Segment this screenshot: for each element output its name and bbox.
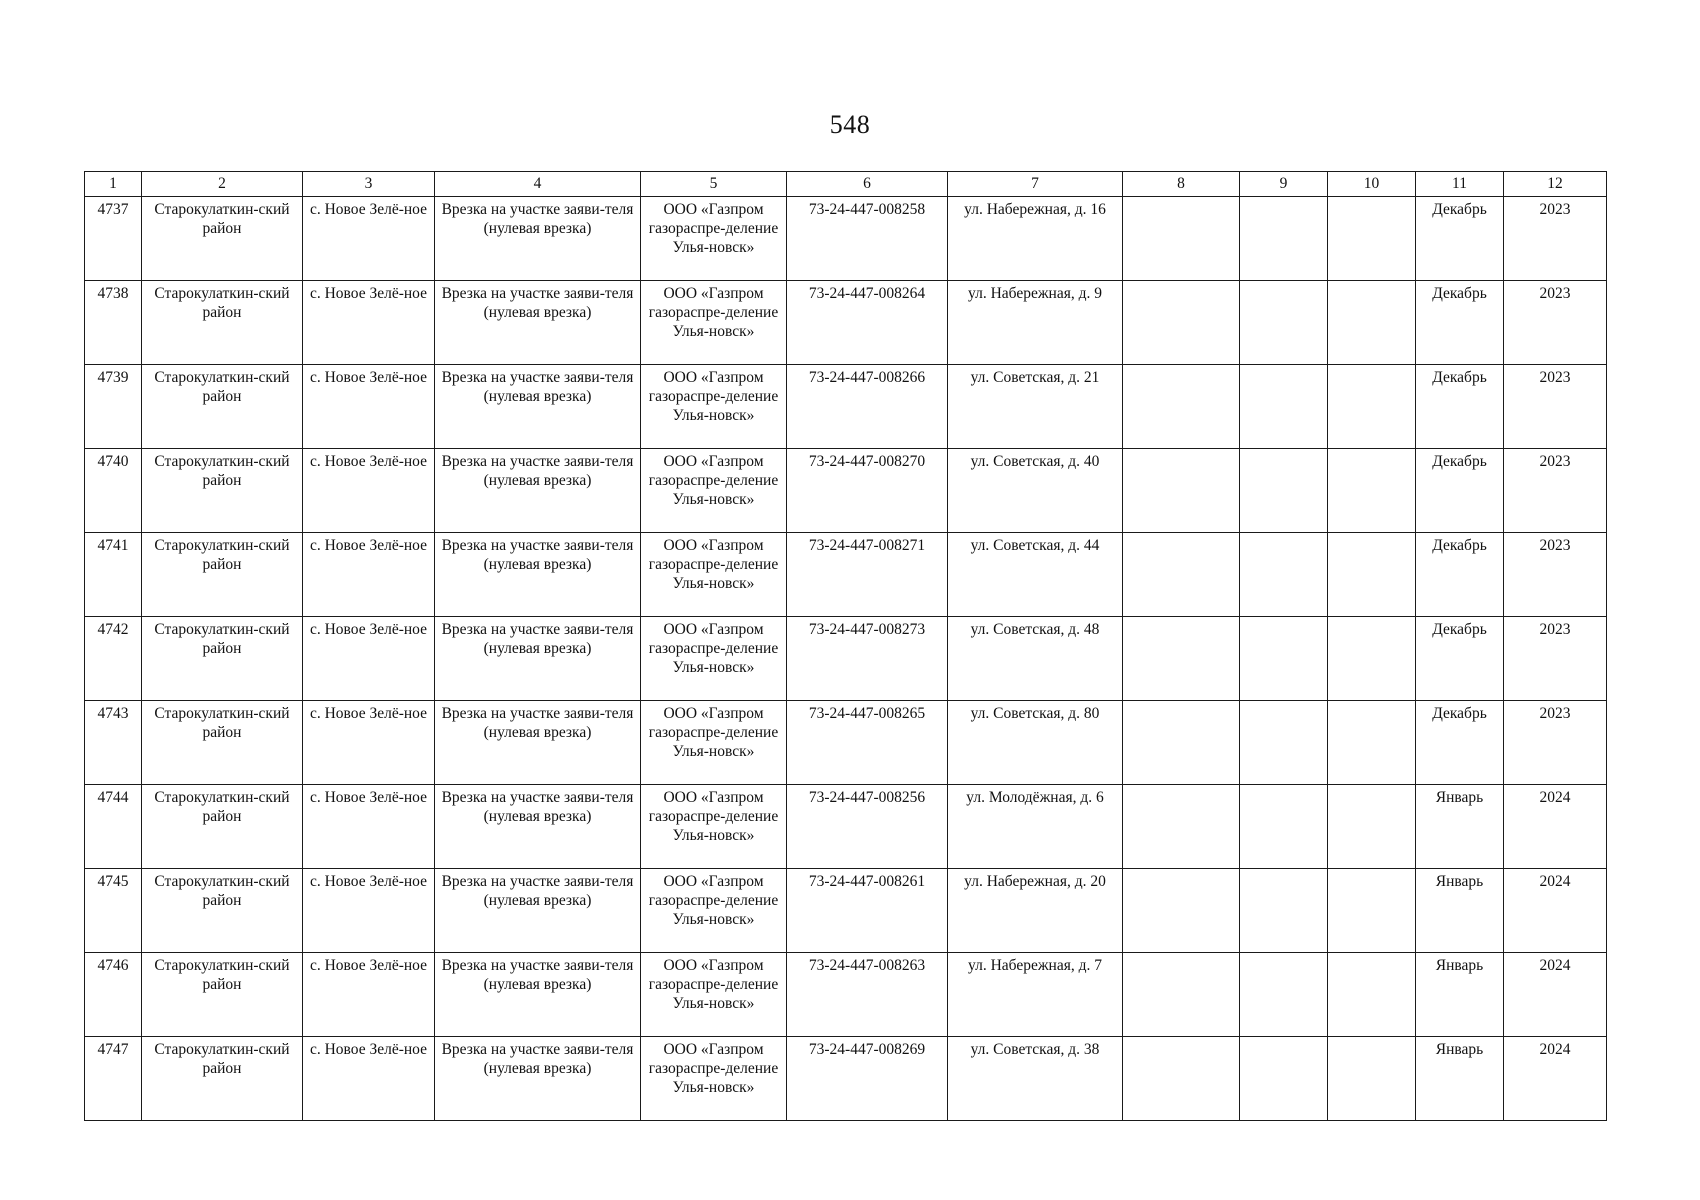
table-cell-col-2: Старокулаткин-ский район xyxy=(142,953,303,1037)
table-cell-col-12: 2023 xyxy=(1504,701,1607,785)
table-cell-col-7: ул. Советская, д. 48 xyxy=(948,617,1123,701)
table-cell-col-5: ООО «Газпром газораспре-деление Улья-новск» xyxy=(641,617,787,701)
table-row xyxy=(85,533,1607,617)
table-row xyxy=(85,785,1607,869)
table-cell-col-12: 2024 xyxy=(1504,785,1607,869)
table-cell-col-2: Старокулаткин-ский район xyxy=(142,449,303,533)
table-cell-col-3: с. Новое Зелё-ное xyxy=(303,281,435,365)
table-cell-col-1: 4744 xyxy=(85,785,142,869)
table-cell-col-7: ул. Советская, д. 80 xyxy=(948,701,1123,785)
table-cell-col-10 xyxy=(1328,449,1416,533)
table-cell-col-11: Декабрь xyxy=(1416,449,1504,533)
table-cell-col-11: Январь xyxy=(1416,869,1504,953)
table-body xyxy=(85,197,1607,1121)
table-cell-col-10 xyxy=(1328,701,1416,785)
table-cell-col-12: 2023 xyxy=(1504,197,1607,281)
table-cell-col-10 xyxy=(1328,785,1416,869)
table-cell-col-8 xyxy=(1123,449,1240,533)
table-cell-col-11: Декабрь xyxy=(1416,701,1504,785)
table-cell-col-1: 4742 xyxy=(85,617,142,701)
table-cell-col-10 xyxy=(1328,1037,1416,1121)
table-cell-col-12: 2023 xyxy=(1504,617,1607,701)
table-cell-col-7: ул. Набережная, д. 9 xyxy=(948,281,1123,365)
table-cell-col-2: Старокулаткин-ский район xyxy=(142,365,303,449)
table-cell-col-5: ООО «Газпром газораспре-деление Улья-новск» xyxy=(641,449,787,533)
table-cell-col-4: Врезка на участке заяви-теля (нулевая врезка) xyxy=(435,785,641,869)
table-cell-col-9 xyxy=(1240,449,1328,533)
table-cell-col-9 xyxy=(1240,617,1328,701)
table-cell-col-9 xyxy=(1240,869,1328,953)
table-cell-col-7: ул. Советская, д. 44 xyxy=(948,533,1123,617)
table-cell-col-3: с. Новое Зелё-ное xyxy=(303,449,435,533)
table-cell-col-9 xyxy=(1240,953,1328,1037)
table-cell-col-8 xyxy=(1123,365,1240,449)
table-cell-col-4: Врезка на участке заяви-теля (нулевая врезка) xyxy=(435,449,641,533)
table-cell-col-8 xyxy=(1123,869,1240,953)
column-number-7: 7 xyxy=(948,172,1123,197)
table-cell-col-6: 73-24-447-008263 xyxy=(787,953,948,1037)
table-cell-col-3: с. Новое Зелё-ное xyxy=(303,533,435,617)
table-cell-col-1: 4741 xyxy=(85,533,142,617)
table-cell-col-4: Врезка на участке заяви-теля (нулевая врезка) xyxy=(435,953,641,1037)
table-cell-col-11: Январь xyxy=(1416,953,1504,1037)
table-row xyxy=(85,701,1607,785)
table-cell-col-4: Врезка на участке заяви-теля (нулевая врезка) xyxy=(435,197,641,281)
table-cell-col-7: ул. Набережная, д. 16 xyxy=(948,197,1123,281)
table-row xyxy=(85,365,1607,449)
table-cell-col-11: Декабрь xyxy=(1416,365,1504,449)
table-cell-col-12: 2023 xyxy=(1504,449,1607,533)
table-cell-col-6: 73-24-447-008265 xyxy=(787,701,948,785)
table-cell-col-4: Врезка на участке заяви-теля (нулевая врезка) xyxy=(435,869,641,953)
table-cell-col-2: Старокулаткин-ский район xyxy=(142,617,303,701)
page-number: 548 xyxy=(829,110,871,139)
table-cell-col-12: 2023 xyxy=(1504,533,1607,617)
table-cell-col-6: 73-24-447-008258 xyxy=(787,197,948,281)
table-cell-col-12: 2024 xyxy=(1504,953,1607,1037)
table-cell-col-5: ООО «Газпром газораспре-деление Улья-новск» xyxy=(641,533,787,617)
table-cell-col-8 xyxy=(1123,953,1240,1037)
table-cell-col-10 xyxy=(1328,617,1416,701)
table-row xyxy=(85,869,1607,953)
table-cell-col-9 xyxy=(1240,281,1328,365)
table-cell-col-11: Декабрь xyxy=(1416,617,1504,701)
table-cell-col-5: ООО «Газпром газораспре-деление Улья-новск» xyxy=(641,869,787,953)
table-cell-col-10 xyxy=(1328,533,1416,617)
table-cell-col-4: Врезка на участке заяви-теля (нулевая врезка) xyxy=(435,701,641,785)
table-cell-col-12: 2023 xyxy=(1504,365,1607,449)
table-cell-col-2: Старокулаткин-ский район xyxy=(142,281,303,365)
column-number-12: 12 xyxy=(1504,172,1607,197)
table-cell-col-10 xyxy=(1328,869,1416,953)
table-cell-col-8 xyxy=(1123,701,1240,785)
column-number-3: 3 xyxy=(303,172,435,197)
table-cell-col-12: 2023 xyxy=(1504,281,1607,365)
table-cell-col-8 xyxy=(1123,1037,1240,1121)
table-cell-col-5: ООО «Газпром газораспре-деление Улья-новск» xyxy=(641,365,787,449)
column-number-9: 9 xyxy=(1240,172,1328,197)
table-cell-col-5: ООО «Газпром газораспре-деление Улья-новск» xyxy=(641,1037,787,1121)
table-cell-col-3: с. Новое Зелё-ное xyxy=(303,197,435,281)
table-cell-col-11: Январь xyxy=(1416,1037,1504,1121)
table-cell-col-8 xyxy=(1123,617,1240,701)
table-cell-col-11: Декабрь xyxy=(1416,281,1504,365)
table-cell-col-2: Старокулаткин-ский район xyxy=(142,533,303,617)
table-cell-col-3: с. Новое Зелё-ное xyxy=(303,617,435,701)
table-cell-col-7: ул. Советская, д. 38 xyxy=(948,1037,1123,1121)
table-cell-col-7: ул. Советская, д. 21 xyxy=(948,365,1123,449)
table-cell-col-6: 73-24-447-008271 xyxy=(787,533,948,617)
table-row xyxy=(85,281,1607,365)
table-cell-col-5: ООО «Газпром газораспре-деление Улья-новск» xyxy=(641,953,787,1037)
table-cell-col-8 xyxy=(1123,785,1240,869)
table-cell-col-6: 73-24-447-008269 xyxy=(787,1037,948,1121)
column-number-11: 11 xyxy=(1416,172,1504,197)
table-cell-col-9 xyxy=(1240,785,1328,869)
table-cell-col-1: 4737 xyxy=(85,197,142,281)
table-cell-col-1: 4740 xyxy=(85,449,142,533)
table-cell-col-6: 73-24-447-008270 xyxy=(787,449,948,533)
column-number-8: 8 xyxy=(1123,172,1240,197)
table-cell-col-3: с. Новое Зелё-ное xyxy=(303,953,435,1037)
table-row xyxy=(85,617,1607,701)
table-cell-col-5: ООО «Газпром газораспре-деление Улья-новск» xyxy=(641,701,787,785)
table-cell-col-4: Врезка на участке заяви-теля (нулевая врезка) xyxy=(435,533,641,617)
table-cell-col-12: 2024 xyxy=(1504,869,1607,953)
column-number-1: 1 xyxy=(85,172,142,197)
table-cell-col-6: 73-24-447-008266 xyxy=(787,365,948,449)
column-number-2: 2 xyxy=(142,172,303,197)
table-cell-col-1: 4738 xyxy=(85,281,142,365)
table-cell-col-12: 2024 xyxy=(1504,1037,1607,1121)
table-cell-col-11: Декабрь xyxy=(1416,197,1504,281)
table-cell-col-11: Январь xyxy=(1416,785,1504,869)
table-cell-col-10 xyxy=(1328,197,1416,281)
table-cell-col-5: ООО «Газпром газораспре-деление Улья-новск» xyxy=(641,281,787,365)
table-cell-col-9 xyxy=(1240,1037,1328,1121)
table-cell-col-9 xyxy=(1240,197,1328,281)
table-cell-col-3: с. Новое Зелё-ное xyxy=(303,365,435,449)
table-cell-col-7: ул. Набережная, д. 20 xyxy=(948,869,1123,953)
table-cell-col-1: 4739 xyxy=(85,365,142,449)
table-cell-col-6: 73-24-447-008261 xyxy=(787,869,948,953)
table-cell-col-7: ул. Молодёжная, д. 6 xyxy=(948,785,1123,869)
table-cell-col-9 xyxy=(1240,701,1328,785)
table-cell-col-11: Декабрь xyxy=(1416,533,1504,617)
column-number-10: 10 xyxy=(1328,172,1416,197)
table-cell-col-1: 4743 xyxy=(85,701,142,785)
table-cell-col-3: с. Новое Зелё-ное xyxy=(303,869,435,953)
table-cell-col-3: с. Новое Зелё-ное xyxy=(303,701,435,785)
registry-table xyxy=(84,171,1607,1121)
table-row xyxy=(85,449,1607,533)
table-cell-col-1: 4745 xyxy=(85,869,142,953)
table-cell-col-9 xyxy=(1240,365,1328,449)
table-cell-col-4: Врезка на участке заяви-теля (нулевая врезка) xyxy=(435,1037,641,1121)
table-cell-col-3: с. Новое Зелё-ное xyxy=(303,1037,435,1121)
table-cell-col-3: с. Новое Зелё-ное xyxy=(303,785,435,869)
table-cell-col-8 xyxy=(1123,281,1240,365)
table-cell-col-7: ул. Советская, д. 40 xyxy=(948,449,1123,533)
table-cell-col-10 xyxy=(1328,281,1416,365)
table-cell-col-6: 73-24-447-008273 xyxy=(787,617,948,701)
column-number-4: 4 xyxy=(435,172,641,197)
table-cell-col-5: ООО «Газпром газораспре-деление Улья-новск» xyxy=(641,785,787,869)
table-row xyxy=(85,197,1607,281)
table-cell-col-2: Старокулаткин-ский район xyxy=(142,869,303,953)
table-cell-col-1: 4747 xyxy=(85,1037,142,1121)
table-cell-col-9 xyxy=(1240,533,1328,617)
table-cell-col-4: Врезка на участке заяви-теля (нулевая врезка) xyxy=(435,365,641,449)
table-cell-col-4: Врезка на участке заяви-теля (нулевая врезка) xyxy=(435,617,641,701)
table-row xyxy=(85,953,1607,1037)
table-cell-col-2: Старокулаткин-ский район xyxy=(142,785,303,869)
table-cell-col-8 xyxy=(1123,533,1240,617)
table-cell-col-2: Старокулаткин-ский район xyxy=(142,197,303,281)
column-number-row xyxy=(85,172,1607,197)
column-number-6: 6 xyxy=(787,172,948,197)
table-cell-col-1: 4746 xyxy=(85,953,142,1037)
table-cell-col-6: 73-24-447-008256 xyxy=(787,785,948,869)
table-row xyxy=(85,1037,1607,1121)
table-cell-col-2: Старокулаткин-ский район xyxy=(142,701,303,785)
column-number-5: 5 xyxy=(641,172,787,197)
table-cell-col-4: Врезка на участке заяви-теля (нулевая врезка) xyxy=(435,281,641,365)
table-cell-col-10 xyxy=(1328,953,1416,1037)
table-cell-col-6: 73-24-447-008264 xyxy=(787,281,948,365)
table-cell-col-7: ул. Набережная, д. 7 xyxy=(948,953,1123,1037)
table-cell-col-2: Старокулаткин-ский район xyxy=(142,1037,303,1121)
table-cell-col-8 xyxy=(1123,197,1240,281)
table-cell-col-5: ООО «Газпром газораспре-деление Улья-новск» xyxy=(641,197,787,281)
table-cell-col-10 xyxy=(1328,365,1416,449)
